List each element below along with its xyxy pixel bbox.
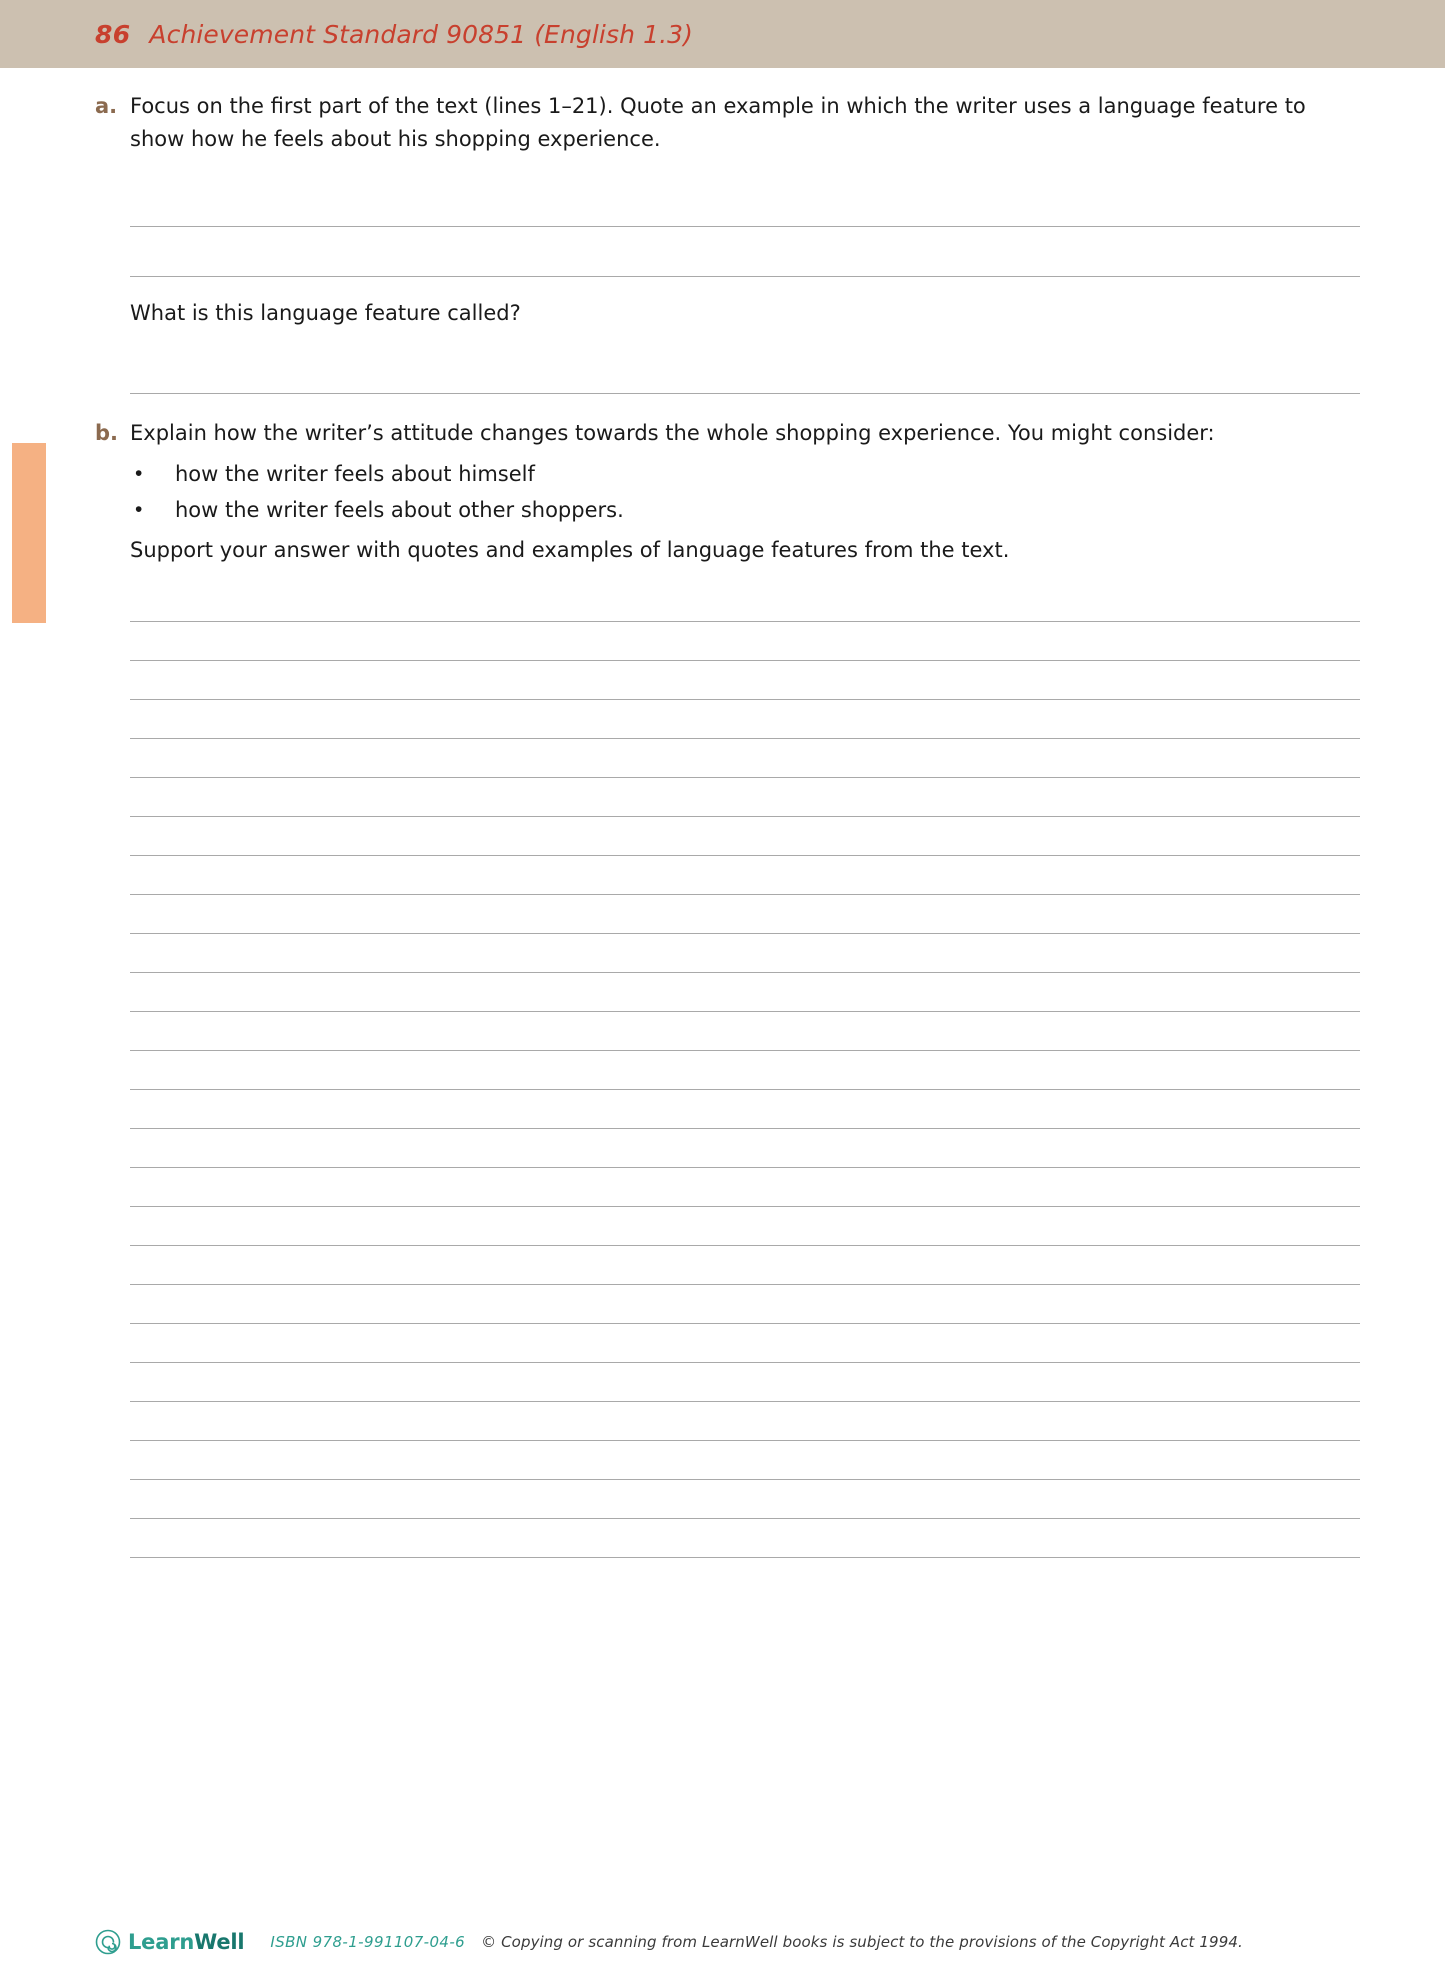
answer-line[interactable] xyxy=(130,1129,1360,1168)
list-item xyxy=(130,492,1360,528)
answer-line[interactable] xyxy=(130,778,1360,817)
question-a-text: Focus on the first part of the text (lines 1–21). Quote an example in which the writer uses a language feature to show how he feels about his shopping experience. xyxy=(130,94,1306,151)
answer-line[interactable] xyxy=(130,583,1360,622)
answer-line[interactable] xyxy=(130,934,1360,973)
answer-line[interactable] xyxy=(130,1207,1360,1246)
question-b-row xyxy=(95,417,1360,450)
answer-line[interactable] xyxy=(130,817,1360,856)
logo-name-part1: Learn xyxy=(128,1930,195,1954)
answer-line[interactable] xyxy=(130,1441,1360,1480)
answer-line[interactable] xyxy=(130,661,1360,700)
answer-line[interactable] xyxy=(130,856,1360,895)
page-header xyxy=(95,0,693,68)
question-b-bullet-list xyxy=(130,456,1360,528)
list-item xyxy=(130,456,1360,492)
answer-line[interactable] xyxy=(130,1168,1360,1207)
answer-line[interactable] xyxy=(130,1051,1360,1090)
answer-line[interactable] xyxy=(130,1363,1360,1402)
question-b xyxy=(0,394,1445,1558)
question-a xyxy=(0,68,1445,394)
answer-line[interactable] xyxy=(130,1090,1360,1129)
answer-line[interactable] xyxy=(130,1285,1360,1324)
page-content xyxy=(0,68,1445,1558)
question-b-text: Explain how the writer’s attitude changes towards the whole shopping experience. You might consider: xyxy=(130,421,1215,445)
question-b-answer-area[interactable] xyxy=(130,583,1360,1558)
answer-line[interactable] xyxy=(130,1012,1360,1051)
answer-line[interactable] xyxy=(130,1246,1360,1285)
page-title: Achievement Standard 90851 (English 1.3) xyxy=(149,19,693,49)
question-b-marker: b. xyxy=(95,421,119,445)
copyright-text: © Copying or scanning from LearnWell books is subject to the provisions of the Copyright Act 1994. xyxy=(481,1933,1243,1951)
question-a-followup-text: What is this language feature called? xyxy=(130,301,521,325)
answer-line[interactable] xyxy=(130,1480,1360,1519)
question-a-answer-area[interactable] xyxy=(130,177,1360,277)
answer-line[interactable] xyxy=(130,700,1360,739)
page-footer xyxy=(0,1907,1445,1977)
isbn-text: ISBN 978-1-991107-04-6 xyxy=(270,1933,466,1951)
bullet-dot-icon: • xyxy=(135,462,143,485)
question-a-marker: a. xyxy=(95,94,118,118)
answer-line[interactable] xyxy=(130,739,1360,778)
question-a-row xyxy=(95,90,1360,156)
question-a-followup-answer-area[interactable] xyxy=(130,344,1360,394)
page-header-band xyxy=(0,0,1445,68)
answer-line[interactable] xyxy=(130,1402,1360,1441)
answer-line[interactable] xyxy=(130,622,1360,661)
bullet-dot-icon: • xyxy=(135,498,143,521)
answer-line[interactable] xyxy=(130,895,1360,934)
learnwell-logo-text xyxy=(128,1930,244,1954)
logo-name-part2: Well xyxy=(194,1930,245,1954)
page-number: 86 xyxy=(95,19,131,49)
question-b-support-text: Support your answer with quotes and examples of language features from the text. xyxy=(130,538,1010,562)
answer-line[interactable] xyxy=(130,973,1360,1012)
list-item-label: how the writer feels about other shoppers. xyxy=(175,498,624,522)
answer-line[interactable] xyxy=(130,344,1360,394)
spiral-logo-icon xyxy=(95,1929,121,1955)
answer-line[interactable] xyxy=(130,1324,1360,1363)
list-item-label: how the writer feels about himself xyxy=(175,462,535,486)
answer-line[interactable] xyxy=(130,177,1360,227)
answer-line[interactable] xyxy=(130,1519,1360,1558)
answer-line[interactable] xyxy=(130,227,1360,277)
footer-content xyxy=(95,1929,1243,1955)
